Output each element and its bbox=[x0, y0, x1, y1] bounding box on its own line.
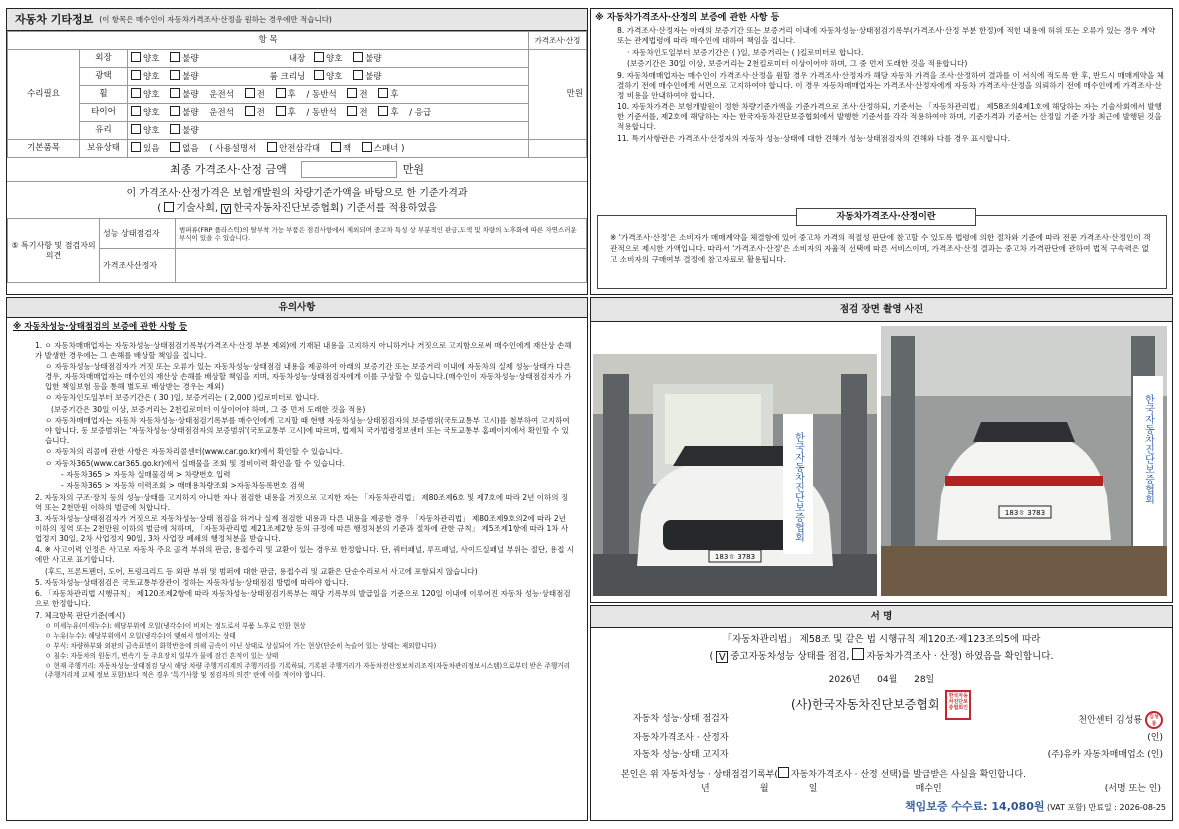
wheel-pass-rear-checkbox[interactable]: 후 bbox=[378, 90, 398, 100]
perf-checker-label: 성능 상태점검자 bbox=[100, 219, 176, 249]
basic-group-label: 기본품목 bbox=[8, 140, 80, 158]
opinion-table bbox=[7, 218, 587, 283]
wheel-good-checkbox[interactable]: 양호 bbox=[131, 90, 159, 100]
repair-price-cell[interactable]: 만원 bbox=[529, 50, 587, 140]
front-photo bbox=[593, 354, 877, 596]
wheel-pass-front-checkbox[interactable]: 전 bbox=[347, 90, 367, 100]
warranty-item-9: 9. 자동차매매업자는 매수인이 가격조사·산정을 원할 경우 가격조사·산정자가 해당 자동차 가격을 조사·산정하여 결과를 이 서식에 적도록 한 후, 반드시 매매계약을 체결하기 전에 매수인에게 서면으로 고지하여야 합니다. 이 경우 자동차매매업자는 가격조사·산정자에게 자동차 가격조사·산정을 의뢰하기 전에 매수인에게 가격조사·산정 비용을 안내하여야 합니다. bbox=[617, 70, 1164, 100]
tire-rear-checkbox[interactable]: 후 bbox=[276, 108, 296, 118]
rear-photo bbox=[881, 326, 1167, 596]
col-item-header: 항 목 bbox=[8, 32, 529, 50]
note-criteria: ㅇ 현재 주행거리: 자동차성능·상태점검 당시 해당 차량 주행거리계의 주행거리를 기록하되, 기록된 주행거리가 자동차전산정보처리조직(자동차관리정보시스템)으로부터 받은 주행거리(주행거리계 교체 정보 포함)보다 적은 경우 '특기사항 및 점검자의 의견' 란에 이를 적어야 합니다. bbox=[45, 662, 570, 679]
signer-row-3 bbox=[633, 750, 1163, 761]
section-title: 자동차 기타정보 bbox=[15, 12, 94, 26]
expiry-date: 만료일 : 2026-08-25 bbox=[1088, 803, 1166, 812]
row-exterior-label: 외장 bbox=[80, 50, 128, 68]
price-check-checkbox[interactable] bbox=[852, 648, 864, 660]
row3-label: 자동차 성능·상태 고지자 bbox=[633, 750, 729, 760]
confirm-price-label: 자동차가격조사 · 산정) 하였음을 확인합니다. bbox=[866, 650, 1054, 662]
tire-bad-checkbox[interactable]: 불량 bbox=[170, 108, 198, 118]
basis-assoc-checkbox[interactable]: V bbox=[221, 204, 231, 214]
buyer-sign[interactable]: (서명 또는 인) bbox=[1104, 784, 1161, 794]
tire-passenger-label: / 동반석 bbox=[306, 108, 337, 119]
signature-confirm-line bbox=[591, 646, 1172, 663]
basic-price-cell[interactable] bbox=[529, 140, 587, 158]
final-price-label: 최종 가격조사·산정 금액 bbox=[169, 162, 287, 176]
front-banner-text: 한국자동차진단보증협회 bbox=[792, 432, 804, 542]
note-line: - 자동차365 > 자동차 실매물검색 > 차량번호 입력 bbox=[61, 470, 231, 479]
row-wheel-options bbox=[128, 86, 529, 104]
row-gloss-label: 광택 bbox=[80, 68, 128, 86]
row3-value: (주)유카 자동차매매업소 (인) bbox=[1047, 750, 1163, 760]
price-definition-box bbox=[597, 212, 1167, 289]
final-price-unit: 만원 bbox=[402, 162, 424, 176]
row1-value: 천안센터 김성룡 김성룡 bbox=[1078, 711, 1163, 729]
warranty-item-8: 8. 가격조사·산정자는 아래의 보증기간 또는 보증거리 이내에 자동차성능·상태점검기록부(가격조사·산정 부분 한정)에 적힌 내용에 허위 또는 오류가 있는 경우 계약 또는 관계법령에 따라 매수인에 대하여 책임을 집니다. bbox=[617, 26, 1156, 46]
row-glass-options bbox=[128, 122, 529, 140]
confirm-open: ( bbox=[709, 650, 714, 662]
wheel-rear-checkbox[interactable]: 후 bbox=[276, 90, 296, 100]
cleaning-good-checkbox[interactable]: 양호 bbox=[314, 72, 342, 82]
possession-have-checkbox[interactable]: 있음 bbox=[131, 144, 159, 154]
note-line: 5. 자동차성능·상태점검은 국토교통부장관이 정하는 자동차성능·상태점검 방법에 따라야 합니다. bbox=[35, 578, 349, 588]
photos-section bbox=[590, 297, 1173, 603]
note-line: 2. 자동차의 구조·장치 등의 성능·상태를 고지하지 아니한 자나 점검한 내용을 거짓으로 고지한 자는 「자동차관리법」 제80조제6호 및 제7호에 따라 2년 이하의 징역 또는 2천만원 이하의 벌금에 처합니다. bbox=[35, 492, 569, 512]
price-definition-title: 자동차가격조사·산정이란 bbox=[796, 208, 976, 226]
date2-year: 년 bbox=[701, 784, 710, 794]
note-line: ㅇ 자동차인도일부터 보증기간은 ( 30 )일, 보증거리는 ( 2,000 )킬로미터로 합니다. bbox=[45, 393, 320, 403]
wheel-passenger-label: / 동반석 bbox=[306, 90, 337, 101]
basis-text bbox=[7, 182, 587, 218]
tire-pass-front-checkbox[interactable]: 전 bbox=[347, 108, 367, 118]
triangle-checkbox[interactable]: 안전삼각대 bbox=[267, 144, 320, 154]
date2-day: 일 bbox=[808, 784, 818, 794]
note-line: 4. ※ 사고이력 인정은 사고로 자동차 주요 골격 부위의 판금, 용접수리 및 교환이 있는 경우로 한정합니다. 단, 쿼터패널, 루프패널, 사이드실패널 부위는 절단, 용접 시에만 사고로 표기합니다. bbox=[35, 545, 575, 565]
note-line: ㅇ 자동차365(www.car365.go.kr)에서 실매물을 조회 및 정비이력 확인을 할 수 있습니다. bbox=[45, 458, 346, 468]
interior-good-checkbox[interactable]: 양호 bbox=[314, 54, 342, 64]
signature-date bbox=[591, 663, 1172, 686]
row2-value: (인) bbox=[1147, 733, 1163, 743]
price-warranty-title: ※ 자동차가격조사·산정의 보증에 관한 사항 등 bbox=[595, 13, 780, 23]
price-checker-label: 가격조사산정자 bbox=[100, 249, 176, 283]
note-line: 7. 체크항목 판단기준(예시) bbox=[35, 610, 126, 620]
rear-car-image bbox=[881, 326, 1167, 596]
exterior-bad-checkbox[interactable]: 불량 bbox=[170, 54, 198, 64]
tire-front-checkbox[interactable]: 전 bbox=[245, 108, 265, 118]
gloss-bad-checkbox[interactable]: 불량 bbox=[170, 72, 198, 82]
section-title-note: (이 항목은 매수인이 자동차가격조사·산정을 원하는 경우에만 적습니다) bbox=[99, 14, 332, 24]
row2-label: 자동차가격조사 · 산정자 bbox=[633, 733, 729, 743]
receipt-b: 자동차가격조사 · 산정 선택)를 발급받은 사실을 확인합니다. bbox=[790, 770, 1026, 780]
rear-banner-text: 한국자동차진단보증협회 bbox=[1142, 394, 1154, 504]
date2-month: 월 bbox=[759, 784, 769, 794]
tire-emergency-label: / 응급 bbox=[409, 108, 432, 119]
glass-bad-checkbox[interactable]: 불량 bbox=[170, 126, 198, 136]
warranty-item-8-period: · 자동차인도일부터 보증기간은 ( )일, 보증거리는 ( )킬로미터로 합니다. bbox=[627, 47, 864, 57]
row-glass-label: 유리 bbox=[80, 122, 128, 140]
possession-none-checkbox[interactable]: 없음 bbox=[170, 144, 198, 154]
manual-checkbox[interactable]: ( 사용설명서 bbox=[209, 144, 257, 155]
wheel-front-checkbox[interactable]: 전 bbox=[245, 90, 265, 100]
perf-check-checkbox[interactable]: V bbox=[716, 651, 728, 663]
note-line: (보증기간은 30일 이상, 보증거리는 2천킬로미터 이상이어야 하며, 그 중 먼저 도래한 것을 적용) bbox=[51, 404, 366, 414]
wheel-bad-checkbox[interactable]: 불량 bbox=[170, 90, 198, 100]
cleaning-bad-checkbox[interactable]: 불량 bbox=[353, 72, 381, 82]
price-warranty-section bbox=[590, 8, 1173, 295]
basis-assoc-label: 한국자동차진단보증협회) 기준서를 적용하였음 bbox=[233, 203, 437, 214]
final-price-input[interactable] bbox=[301, 161, 397, 178]
gloss-good-checkbox[interactable]: 양호 bbox=[131, 72, 159, 82]
note-criteria: ㅇ 누유(누수): 해당부위에서 오일(냉각수)이 맺혀서 떨어지는 상태 bbox=[45, 632, 236, 641]
note-criteria: ㅇ 침수: 자동차의 원동기, 변속기 등 주요장치 일부가 물에 잠긴 흔적이 있는 상태 bbox=[45, 652, 279, 661]
buyer-label: 매수인 bbox=[915, 784, 942, 794]
note-line: - 자동차365 > 자동차 이력조회 > 매매용차량조회 >자동차등록번호 검색 bbox=[61, 481, 305, 491]
row-possession-options bbox=[128, 140, 529, 158]
receipt-checkbox[interactable] bbox=[778, 767, 789, 778]
note-line: 1. ㅇ 자동차매매업자는 자동차성능·상태점검기록부(가격조사·산정 부분 제외)에 기재된 내용을 고지하지 아니하거나 거짓으로 고지함으로써 매수인에게 재산상 손해가 발생한 경우에는 그 손해를 배상할 책임을 집니다. bbox=[35, 340, 572, 360]
signature-law-line: 「자동차관리법」 제58조 및 같은 법 시행규칙 제120조·제123조의5에 따라 bbox=[722, 634, 1041, 645]
row-exterior-options bbox=[128, 50, 529, 68]
notes-subtitle: ※ 자동차성능·상태점검의 보증에 관한 사항 등 bbox=[13, 322, 188, 332]
signature-title: 서 명 bbox=[591, 606, 1172, 628]
exterior-good-checkbox[interactable]: 양호 bbox=[131, 54, 159, 64]
fee-row bbox=[905, 800, 1166, 814]
row-interior-label: 내장 bbox=[288, 54, 306, 65]
price-checker-opinion[interactable] bbox=[176, 249, 587, 283]
col-price-header: 가격조사·산정 bbox=[529, 32, 587, 50]
row-cleaning-label: 룸 크리닝 bbox=[269, 72, 306, 83]
confirm-perf-label: 중고자동차성능 상태를 점검, bbox=[730, 650, 850, 662]
org-name: (사)한국자동차진단보증협회 bbox=[791, 697, 940, 712]
signature-section bbox=[590, 605, 1173, 821]
opinion-group-label: ⑤ 특기사항 및 점검자의 의견 bbox=[8, 219, 100, 283]
basis-tech-checkbox[interactable] bbox=[164, 202, 174, 212]
row-tire-label: 타이어 bbox=[80, 104, 128, 122]
fee-vat: (VAT 포함) bbox=[1047, 803, 1086, 812]
price-warranty-items bbox=[591, 26, 1172, 144]
glass-good-checkbox[interactable]: 양호 bbox=[131, 126, 159, 136]
row-wheel-label: 휠 bbox=[80, 86, 128, 104]
vehicle-other-info-section bbox=[6, 8, 588, 295]
note-line: ㅇ 자동차의 리콜에 관한 사항은 자동차리콜센터(www.car.go.kr)에서 확인할 수 있습니다. bbox=[45, 447, 343, 457]
date-month: 04월 bbox=[877, 674, 898, 685]
date-day: 28일 bbox=[914, 674, 935, 685]
signer-row-2 bbox=[633, 733, 1163, 744]
signer-row-1 bbox=[633, 714, 1163, 725]
notes-section bbox=[6, 297, 588, 821]
note-criteria: ㅇ 부식: 차량하부와 외판의 금속표면이 화학반응에 의해 금속이 아닌 상태로 상실되어 가는 현상(단순히 녹슬어 있는 상태는 제외합니다) bbox=[45, 642, 437, 651]
price-definition-text: ※ '가격조사·산정'은 소비자가 매매계약을 체결함에 있어 중고차 가격의 적절성 판단에 참고할 수 있도록 법령에 의한 절차와 기준에 따라 전문 가격조사·산정인이 객관적으로 제시한 가액입니다. 따라서 '가격조사·산정'은 소비자의 자율적 선택에 따른 서비스이며, 가격조사·산정 결과는 중고차 가격판단에 관하여 법적 구속력은 없고 소비자의 구매여부 결정에 참고자료로 활용됩니다. bbox=[610, 233, 1151, 264]
notes-body bbox=[7, 341, 587, 680]
front-plate-text: 183ㅎ 3783 bbox=[714, 553, 756, 561]
basis-line: 이 가격조사·산정가격은 보험개발원의 차량기준가액을 바탕으로 한 기준가격과 bbox=[126, 188, 468, 199]
row-gloss-options bbox=[128, 68, 529, 86]
jack-checkbox[interactable]: 잭 bbox=[331, 144, 351, 154]
interior-bad-checkbox[interactable]: 불량 bbox=[353, 54, 381, 64]
final-price-row bbox=[7, 158, 587, 182]
notes-title: 유의사항 bbox=[7, 298, 587, 318]
basis-open: ( bbox=[157, 203, 162, 214]
repair-table bbox=[7, 31, 587, 158]
wheel-driver-label: 운전석 bbox=[209, 90, 234, 101]
fee-label: 책임보증 수수료: 14,080원 bbox=[904, 800, 1045, 813]
warranty-item-8-note: (보증기간은 30일 이상, 보증거리는 2천킬로미터 이상이어야 하며, 그 중 먼저 도래한 것을 적용합니다) bbox=[627, 59, 968, 69]
tire-good-checkbox[interactable]: 양호 bbox=[131, 108, 159, 118]
warranty-item-10: 10. 자동차가격은 보험개발원이 정한 차량기준가액을 기준가격으로 조사·산정하되, 기준서는 「자동차관리법」 제58조의4제1호에 해당하는 자는 기술사회에서 발행한 기준서를, 제2호에 해당하는 자는 한국자동차진단보증협회에서 발행한 기준서를 각각 적용하여야 하며, 기준가격과 기준서는 산정일 기준 가장 최근에 발행된 것을 적용합니다. bbox=[617, 102, 1162, 132]
date-year: 2026년 bbox=[828, 674, 861, 685]
note-line: (후드, 프론트펜더, 도어, 트렁크리드 등 외판 부위 및 범퍼에 대한 판금, 용접수리 및 교환은 단순수리로서 사고에 포함되지 않습니다) bbox=[45, 566, 478, 576]
photos-title: 점검 장면 촬영 사진 bbox=[591, 298, 1172, 322]
rear-plate-text: 183ㅎ 3783 bbox=[1004, 509, 1046, 517]
front-car-image bbox=[593, 354, 877, 596]
note-line: ㅇ 자동차성능·상태점검자가 거짓 또는 오류가 있는 자동차성능·상태점검 내용을 제공하여 아래의 보증기간 또는 보증거리 이내에 자동차의 실제 성능·상태가 다른 경우, 자동차매매업자는 매수인의 재산상 손해를 배상할 책임을 지며, 자동차성능·상태점검자에게 이를 구상할 수 있습니다.(매수인이 자동차성능·상태점검자가 가입한 책임보험 등을 통해 별도로 배상받는 경우는 제외) bbox=[45, 361, 572, 391]
note-line: 6. 「자동차관리법 시행규칙」 제120조제2항에 따라 자동차성능·상태점검기록부는 해당 기록부의 발급일을 기준으로 120일 이내에 이루어진 자동차 성능·상태점검으로 한정합니다. bbox=[35, 589, 571, 609]
tire-driver-label: 운전석 bbox=[209, 108, 234, 119]
note-line: ㅇ 자동차매매업자는 자동차 자동차성능·상태점검기록부를 매수인에게 고지할 때 현행 자동차성능·상태점검자의 보증범위(국토교통부 고시)를 첨부하여 고지하여야 합니다. 동 보증범위는 '자동차성능·상태점검자의 보증범위'(국토교통부 고시)에 따르며, 법제처 국가법령정보센터 또는 국토교통부 홈페이지에서 확인할 수 있습니다. bbox=[45, 415, 570, 445]
row-possession-label: 보유상태 bbox=[80, 140, 128, 158]
perf-checker-opinion: 범퍼류(FRP 플라스틱)의 탈부착 가능 부품은 점검사항에서 제외되며 중고차 특성 상 부분적인 판금,도색 및 차량의 노후화에 따른 자연스러운 부식이 있을 수 있습니다. bbox=[176, 219, 587, 249]
note-line: 3. 자동차성능·상태점검자가 거짓으로 자동차성능·상태 점검을 하거나 실제 점검한 내용과 다른 내용을 제공한 경우 「자동차관리법」 제80조제9호의2에 따라 2년 이하의 징역 또는 2천만원 이하의 벌금에 처하며, 「자동차관리법 제21조제2항 등의 규정에 따른 행정처분의 기준과 절차에 관한 규칙」 제5조제1항에 따라 1차 사업정지 30일, 2차 사업정지 90일, 3차 사업장 폐쇄의 행정처분을 받습니다. bbox=[35, 514, 569, 543]
tire-pass-rear-checkbox[interactable]: 후 bbox=[378, 108, 398, 118]
repair-group-label: 수리필요 bbox=[8, 50, 80, 140]
spanner-checkbox[interactable]: 스패너 ) bbox=[362, 144, 405, 154]
row-tire-options bbox=[128, 104, 529, 122]
receipt-line bbox=[621, 767, 1026, 781]
basis-tech-label: 기술사회, bbox=[176, 203, 219, 214]
row1-label: 자동차 성능·상태 점검자 bbox=[633, 714, 729, 724]
receipt-a: 본인은 위 자동차성능 · 상태점검기록부( bbox=[621, 770, 778, 780]
row1-seal: 김성룡 bbox=[1145, 711, 1163, 729]
org-stamp: 한국자동차진단보증협회인 bbox=[945, 690, 971, 720]
buyer-row bbox=[701, 784, 1161, 795]
warranty-item-11: 11. 특기사항란은 가격조사·산정자의 자동차 성능·상태에 대한 견해가 성능·상태점검자의 견해와 다를 경우 표시합니다. bbox=[617, 133, 1011, 143]
note-criteria: ㅇ 미세누유(미세누수): 해당부위에 오일(냉각수)이 비치는 정도로서 부품 노후로 인한 현상 bbox=[45, 622, 306, 631]
